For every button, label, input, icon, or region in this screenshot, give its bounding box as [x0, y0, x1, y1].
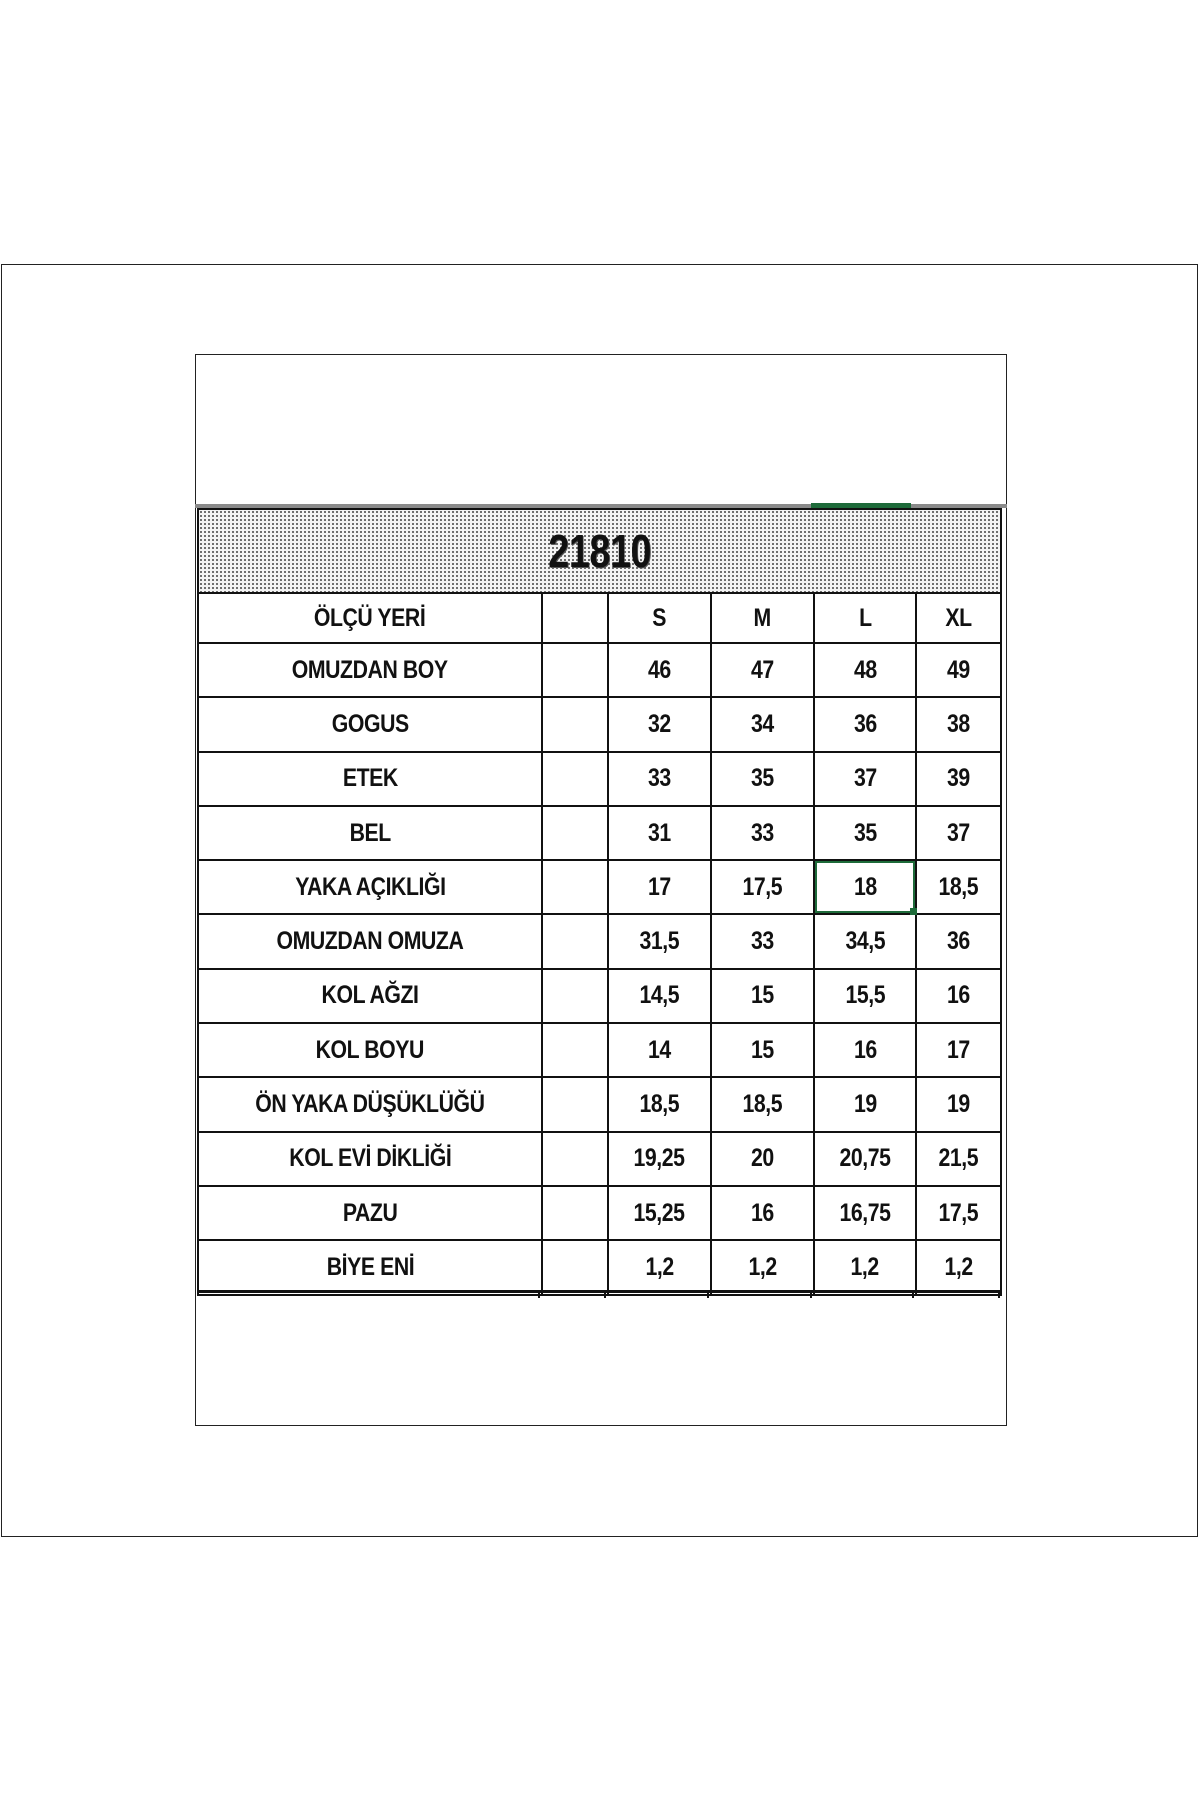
value-cell-s[interactable] [608, 1023, 711, 1077]
size-chart-table [197, 508, 1002, 1296]
table-row [198, 697, 1001, 751]
measurement-value: 16,75 [839, 1198, 891, 1227]
measurement-value: 15,5 [845, 981, 885, 1010]
measurement-value: 17,5 [742, 872, 783, 901]
value-cell-xl[interactable] [916, 1077, 1001, 1131]
value-cell-s[interactable] [608, 1240, 711, 1294]
blank-cell[interactable] [542, 1186, 608, 1240]
blank-cell[interactable] [542, 1077, 608, 1131]
measurement-value: 20 [751, 1144, 774, 1173]
measurement-label: PAZU [342, 1198, 398, 1227]
column-tick [707, 1290, 709, 1298]
measurement-value: 32 [648, 709, 671, 738]
table-row [198, 643, 1001, 697]
measurement-label: KOL EVİ DİKLİĞİ [288, 1144, 452, 1173]
measurement-label-cell[interactable] [198, 806, 542, 860]
measurement-label-cell[interactable] [198, 697, 542, 751]
blank-cell[interactable] [542, 752, 608, 806]
value-cell-xl[interactable] [916, 860, 1001, 914]
measurement-label: GOGUS [331, 709, 409, 738]
header-size-s: S [652, 603, 667, 632]
value-cell-l[interactable] [814, 752, 916, 806]
value-cell-m[interactable] [711, 806, 814, 860]
header-label-cell[interactable] [198, 593, 542, 643]
measurement-value: 21,5 [938, 1144, 979, 1173]
measurement-label-cell[interactable] [198, 1240, 542, 1294]
measurement-value: 17 [648, 872, 671, 901]
measurement-value: 16 [853, 1035, 877, 1064]
measurement-value: 37 [853, 764, 877, 793]
measurement-value: 1,2 [645, 1252, 674, 1281]
measurement-value: 48 [853, 655, 877, 684]
measurement-value: 33 [751, 927, 774, 956]
measurement-value: 18,5 [938, 872, 979, 901]
value-cell-m[interactable] [711, 1077, 814, 1131]
blank-cell[interactable] [542, 697, 608, 751]
value-cell-l[interactable] [814, 914, 916, 968]
measurement-value: 18,5 [742, 1090, 783, 1119]
measurement-value: 36 [947, 927, 970, 956]
measurement-value: 15,25 [633, 1198, 686, 1227]
measurement-value: 33 [751, 818, 774, 847]
measurement-label: YAKA AÇIKLIĞI [294, 872, 446, 901]
measurement-label: OMUZDAN OMUZA [276, 927, 464, 956]
header-size-m-cell[interactable] [711, 593, 814, 643]
measurement-value: 18,5 [639, 1090, 680, 1119]
value-cell-m[interactable] [711, 914, 814, 968]
table-row [198, 1132, 1001, 1186]
header-size-s-cell[interactable] [608, 593, 711, 643]
measurement-label: BEL [349, 818, 391, 847]
column-tick [538, 1290, 540, 1298]
measurement-label: BİYE ENİ [326, 1252, 414, 1281]
measurement-label-cell[interactable] [198, 1077, 542, 1131]
blank-cell[interactable] [542, 806, 608, 860]
value-cell-m[interactable] [711, 1240, 814, 1294]
measurement-label: OMUZDAN BOY [292, 655, 448, 684]
table-row [198, 1186, 1001, 1240]
value-cell-m[interactable] [711, 969, 814, 1023]
measurement-value: 17 [947, 1035, 970, 1064]
value-cell-m[interactable] [711, 860, 814, 914]
value-cell-l[interactable] [814, 1186, 916, 1240]
measurement-value: 38 [947, 709, 970, 738]
value-cell-l[interactable] [814, 1023, 916, 1077]
measurement-value: 1,2 [944, 1252, 973, 1281]
value-cell-xl[interactable] [916, 752, 1001, 806]
value-cell-s[interactable] [608, 1132, 711, 1186]
value-cell-l[interactable] [814, 969, 916, 1023]
measurement-value: 14,5 [639, 981, 680, 1010]
header-label: ÖLÇÜ YERİ [314, 603, 426, 632]
value-cell-xl[interactable] [916, 1023, 1001, 1077]
value-cell-xl[interactable] [916, 1186, 1001, 1240]
value-cell-xl[interactable] [916, 697, 1001, 751]
measurement-value: 49 [947, 655, 970, 684]
blank-cell[interactable] [542, 1132, 608, 1186]
column-tick [604, 1290, 606, 1298]
blank-cell[interactable] [542, 1240, 608, 1294]
column-tick [998, 1290, 1000, 1298]
value-cell-l[interactable] [814, 697, 916, 751]
value-cell-s[interactable] [608, 1077, 711, 1131]
measurement-value: 20,75 [839, 1144, 891, 1173]
product-code: 21810 [548, 525, 651, 577]
measurement-value: 19 [947, 1090, 970, 1119]
value-cell-xl[interactable] [916, 969, 1001, 1023]
measurement-value: 1,2 [850, 1252, 880, 1281]
blank-cell[interactable] [542, 1023, 608, 1077]
measurement-label-cell[interactable] [198, 860, 542, 914]
measurement-value: 18 [853, 872, 877, 901]
table-row [198, 1240, 1001, 1294]
value-cell-s[interactable] [608, 969, 711, 1023]
selected-value-cell[interactable] [814, 860, 916, 914]
value-cell-xl[interactable] [916, 914, 1001, 968]
value-cell-m[interactable] [711, 752, 814, 806]
measurement-value: 16 [751, 1198, 774, 1227]
measurement-value: 19 [853, 1090, 877, 1119]
measurement-label: KOL AĞZI [321, 981, 419, 1010]
header-size-l: L [858, 603, 872, 632]
table-row [198, 806, 1001, 860]
measurement-value: 31 [648, 818, 671, 847]
header-size-l-cell[interactable] [814, 593, 916, 643]
measurement-value: 31,5 [639, 927, 680, 956]
measurement-value: 39 [947, 764, 970, 793]
title-row [198, 509, 1001, 593]
measurement-value: 15 [751, 1035, 774, 1064]
blank-cell[interactable] [542, 643, 608, 697]
value-cell-l[interactable] [814, 1132, 916, 1186]
measurement-value: 47 [751, 655, 774, 684]
measurement-value: 16 [947, 981, 970, 1010]
measurement-value: 17,5 [938, 1198, 979, 1227]
blank-cell[interactable] [542, 860, 608, 914]
measurement-label-cell[interactable] [198, 1023, 542, 1077]
value-cell-m[interactable] [711, 1132, 814, 1186]
blank-cell[interactable] [542, 969, 608, 1023]
measurement-value: 14 [648, 1035, 671, 1064]
value-cell-s[interactable] [608, 806, 711, 860]
table-row [198, 914, 1001, 968]
measurement-label-cell[interactable] [198, 1132, 542, 1186]
measurement-value: 46 [648, 655, 671, 684]
measurement-value: 36 [853, 709, 877, 738]
product-code-cell[interactable] [198, 509, 1001, 593]
value-cell-l[interactable] [814, 1240, 916, 1294]
measurement-value: 35 [751, 764, 774, 793]
value-cell-s[interactable] [608, 860, 711, 914]
value-cell-xl[interactable] [916, 1132, 1001, 1186]
value-cell-l[interactable] [814, 806, 916, 860]
measurement-label: ÖN YAKA DÜŞÜKLÜĞÜ [255, 1090, 485, 1119]
measurement-label: KOL BOYU [315, 1035, 425, 1064]
value-cell-l[interactable] [814, 1077, 916, 1131]
value-cell-l[interactable] [814, 643, 916, 697]
table-bottom-border [197, 1290, 1000, 1293]
measurement-label: ETEK [342, 764, 398, 793]
header-blank-cell[interactable] [542, 593, 608, 643]
table-row [198, 1077, 1001, 1131]
header-row [198, 593, 1001, 643]
measurement-value: 35 [853, 818, 877, 847]
value-cell-xl[interactable] [916, 806, 1001, 860]
value-cell-s[interactable] [608, 752, 711, 806]
value-cell-m[interactable] [711, 1023, 814, 1077]
table-row [198, 1023, 1001, 1077]
measurement-label-cell[interactable] [198, 643, 542, 697]
value-cell-m[interactable] [711, 697, 814, 751]
column-tick [912, 1290, 914, 1298]
measurement-value: 37 [947, 818, 970, 847]
value-cell-s[interactable] [608, 1186, 711, 1240]
column-tick [810, 1290, 812, 1298]
header-size-m: M [753, 603, 772, 632]
measurement-label-cell[interactable] [198, 1186, 542, 1240]
measurement-value: 33 [648, 764, 671, 793]
measurement-label-cell[interactable] [198, 969, 542, 1023]
measurement-value: 19,25 [633, 1144, 686, 1173]
value-cell-m[interactable] [711, 1186, 814, 1240]
blank-cell[interactable] [542, 914, 608, 968]
value-cell-xl[interactable] [916, 1240, 1001, 1294]
table-row [198, 860, 1001, 914]
value-cell-s[interactable] [608, 914, 711, 968]
measurement-value: 15 [751, 981, 774, 1010]
measurement-value: 34 [751, 709, 774, 738]
value-cell-xl[interactable] [916, 643, 1001, 697]
measurement-label-cell[interactable] [198, 914, 542, 968]
value-cell-m[interactable] [711, 643, 814, 697]
value-cell-s[interactable] [608, 643, 711, 697]
measurement-value: 34,5 [845, 927, 885, 956]
header-size-xl-cell[interactable] [916, 593, 1001, 643]
table-row [198, 969, 1001, 1023]
measurement-label-cell[interactable] [198, 752, 542, 806]
value-cell-s[interactable] [608, 697, 711, 751]
header-size-xl: XL [945, 603, 972, 632]
measurement-value: 1,2 [748, 1252, 777, 1281]
table-row [198, 752, 1001, 806]
